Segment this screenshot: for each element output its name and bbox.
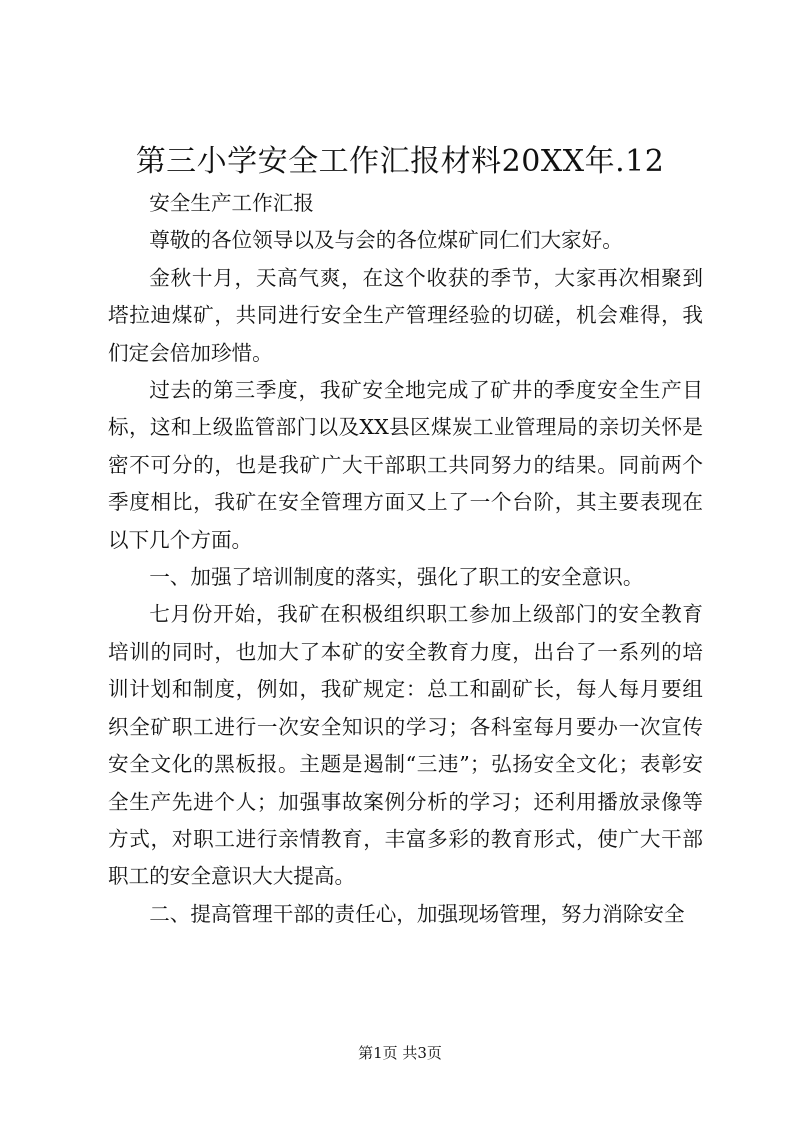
document-title: 第三小学安全工作汇报材料20XX年.12 — [135, 144, 665, 179]
section-heading: 二、提高管理干部的责任心，加强现场管理，努力消除安全 — [149, 901, 685, 926]
paragraph: 尊敬的各位领导以及与会的各位煤矿同仁们大家好。 — [149, 228, 623, 253]
document-body — [108, 185, 703, 933]
paragraph: 安全生产工作汇报 — [149, 191, 314, 215]
page-footer: 第1页 共3页 — [358, 1044, 442, 1062]
paragraph: 金秋十月，天高气爽，在这个收获的季节，大家再次相聚到塔拉迪煤矿，共同进行安全生产管理经验的切磋，机会难得，我们定会倍加珍惜。 — [108, 265, 703, 365]
paragraph: 过去的第三季度，我矿安全地完成了矿井的季度安全生产目标，这和上级监管部门以及XX县区煤炭工业管理局的亲切关怀是密不可分的，也是我矿广大干部职工共同努力的结果。同前两个季度相比，我矿在安全管理方面又上了一个台阶，其主要表现在以下几个方面。 — [108, 378, 703, 552]
section-heading: 一、加强了培训制度的落实，强化了职工的安全意识。 — [149, 565, 644, 590]
paragraph: 七月份开始，我矿在积极组织职工参加上级部门的安全教育培训的同时，也加大了本矿的安全教育力度，出台了一系列的培训计划和制度，例如，我矿规定：总工和副矿长，每人每月要组织全矿职工进行一次安全知识的学习；各科室每月要办一次宣传安全文化的黑板报。主题是遏制“三违”；弘扬安全文化；表彰安全生产先进个人；加强事故案例分析的学习；还利用播放录像等方式，对职工进行亲情教育，丰富多彩的教育形式，使广大干部职工的安全意识大大提高。 — [108, 602, 703, 889]
